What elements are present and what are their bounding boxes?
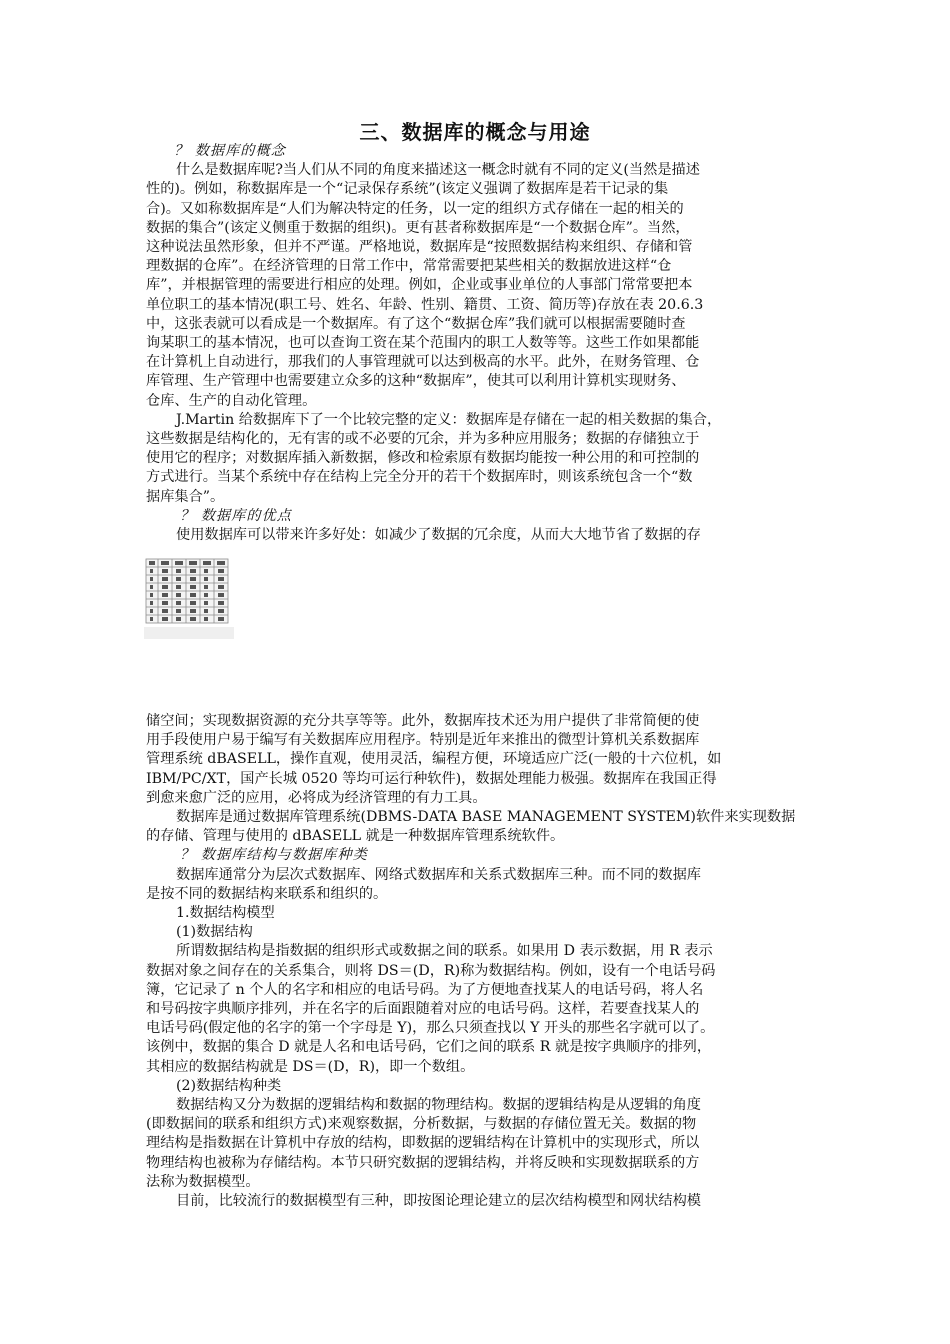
paragraph-line: 簿，它记录了 n 个人的名字和相应的电话号码。为了方便地查找某人的电话号码，将人名	[146, 981, 704, 998]
section-heading-advantages: ？ 数据库的优点	[180, 507, 292, 524]
subheading: (1)数据结构	[176, 924, 253, 941]
paragraph-line: 目前，比较流行的数据模型有三种，即按图论理论建立的层次结构模型和网状结构模	[176, 1193, 701, 1210]
section-heading-structure: ？ 数据库结构与数据库种类	[180, 847, 368, 864]
paragraph-line: 库管理、生产管理中也需要建立众多的这种“数据库”，使其可以利用计算机实现财务、	[146, 373, 686, 390]
paragraph-line: J.Martin 给数据库下了一个比较完整的定义：数据库是存储在一起的相关数据的集合，	[176, 411, 722, 428]
paragraph-line: 单位职工的基本情况(职工号、姓名、年龄、性别、籍贯、工资、简历等)存放在表 20.6.3	[146, 296, 704, 313]
paragraph-line: 到愈来愈广泛的应用，必将成为经济管理的有力工具。	[146, 789, 487, 806]
paragraph-line: 和号码按字典顺序排列，并在名字的后面跟随着对应的电话号码。这样，若要查找某人的	[146, 1001, 700, 1018]
paragraph-line: 的存储、管理与使用的 dBASELL 就是一种数据库管理系统软件。	[146, 828, 565, 845]
paragraph-line: 什么是数据库呢?当人们从不同的角度来描述这一概念时就有不同的定义(当然是描述	[176, 162, 700, 179]
paragraph-line: 据库集合”。	[146, 488, 225, 505]
paragraph-line: 使用数据库可以带来许多好处：如减少了数据的冗余度，从而大大地节省了数据的存	[176, 527, 701, 544]
paragraph-line: (即数据间的联系和组织方式)来观察数据，分析数据，与数据的存储位置无关。数据的物	[146, 1116, 697, 1133]
paragraph-line: 在计算机上自动进行，那我们的人事管理就可以达到极高的水平。此外，在财务管理、仓	[146, 354, 700, 371]
paragraph-line: 储空间；实现数据资源的充分共享等等。此外，数据库技术还为用户提供了非常简便的使	[146, 713, 700, 729]
page-title: 三、数据库的概念与用途	[359, 120, 591, 144]
paragraph-line: 使用它的程序；对数据库插入新数据，修改和检索原有数据均能按一种公用的和可控制的	[146, 450, 700, 467]
subheading: (2)数据结构种类	[176, 1077, 282, 1094]
paragraph-line: 是按不同的数据结构来联系和组织的。	[146, 885, 388, 902]
paragraph-line: 法称为数据模型。	[146, 1173, 260, 1190]
table-thumbnail-image	[144, 555, 234, 641]
paragraph-line: 管理系统 dBASELL，操作直观，使用灵活，编程方便，环境适应广泛(一般的十六位机，如	[146, 751, 722, 768]
paragraph-line: 数据结构又分为数据的逻辑结构和数据的物理结构。数据的逻辑结构是从逻辑的角度	[176, 1097, 701, 1114]
paragraph-line: 仓库、生产的自动化管理。	[146, 392, 317, 409]
paragraph-line: 数据库通常分为层次式数据库、网络式数据库和关系式数据库三种。而不同的数据库	[176, 866, 701, 883]
paragraph-line: 所谓数据结构是指数据的组织形式或数据之间的联系。如果用 D 表示数据，用 R 表示	[176, 943, 713, 960]
paragraph-line: 理数据的仓库”。在经济管理的日常工作中，常常需要把某些相关的数据放进这样“仓	[146, 258, 672, 275]
paragraph-line: 这些数据是结构化的，无有害的或不必要的冗余，并为多种应用服务；数据的存储独立于	[146, 431, 700, 448]
section-advantages-continued	[146, 712, 806, 1211]
paragraph-line: 性的)。例如，称数据库是一个“记录保存系统”(该定义强调了数据库是若干记录的集	[146, 181, 669, 198]
paragraph-line: 数据对象之间存在的关系集合，则将 DS＝(D，R)称为数据结构。例如，设有一个电话号码	[146, 962, 716, 979]
subheading: 1.数据结构模型	[176, 905, 275, 922]
paragraph-line: 其相应的数据结构就是 DS＝(D，R)，即一个数组。	[146, 1058, 475, 1075]
paragraph-line: 数据的集合”(该定义侧重于数据的组织)。更有甚者称数据库是“一个数据仓库”。当然，	[146, 219, 690, 236]
paragraph-line: 电话号码(假定他的名字的第一个字母是 Y)，那么只须查找以 Y 开头的那些名字就可以了。	[146, 1020, 715, 1037]
paragraph-line: 物理结构也被称为存储结构。本节只研究数据的逻辑结构，并将反映和实现数据联系的方	[146, 1154, 700, 1171]
paragraph-line: IBM/PC/XT，国产长城 0520 等均可运行种软件)，数据处理能力极强。数据库在我国正得	[146, 770, 717, 787]
paragraph-line: 用手段使用户易于编写有关数据库应用程序。特别是近年来推出的微型计算机关系数据库	[146, 732, 700, 749]
section-heading-concept: ？ 数据库的概念	[174, 143, 286, 159]
paragraph-line: 理结构是指数据在计算机中存放的结构，即数据的逻辑结构在计算机中的实现形式，所以	[146, 1135, 700, 1152]
paragraph-line: 询某职工的基本情况，也可以查询工资在某个范围内的职工人数等等。这些工作如果都能	[146, 335, 700, 352]
paragraph-line: 数据库是通过数据库管理系统(DBMS-DATA BASE MANAGEMENT SYSTEM)软件来实现数据	[176, 809, 796, 826]
section-concept	[146, 142, 806, 545]
paragraph-line: 方式进行。当某个系统中存在结构上完全分开的若干个数据库时，则该系统包含一个“数	[146, 469, 693, 486]
paragraph-line: 合)。又如称数据库是“人们为解决特定的任务，以一定的组织方式存储在一起的相关的	[146, 200, 684, 217]
paragraph-line: 这种说法虽然形象，但并不严谨。严格地说，数据库是“按照数据结构来组织、存储和管	[146, 239, 693, 256]
paragraph-line: 中，这张表就可以看成是一个数据库。有了这个“数据仓库”我们就可以根据需要随时查	[146, 315, 686, 332]
paragraph-line: 库”，并根据管理的需要进行相应的处理。例如，企业或事业单位的人事部门常常要把本	[146, 277, 693, 294]
paragraph-line: 该例中，数据的集合 D 就是人名和电话号码，它们之间的联系 R 就是按字典顺序的排列，	[146, 1039, 712, 1056]
